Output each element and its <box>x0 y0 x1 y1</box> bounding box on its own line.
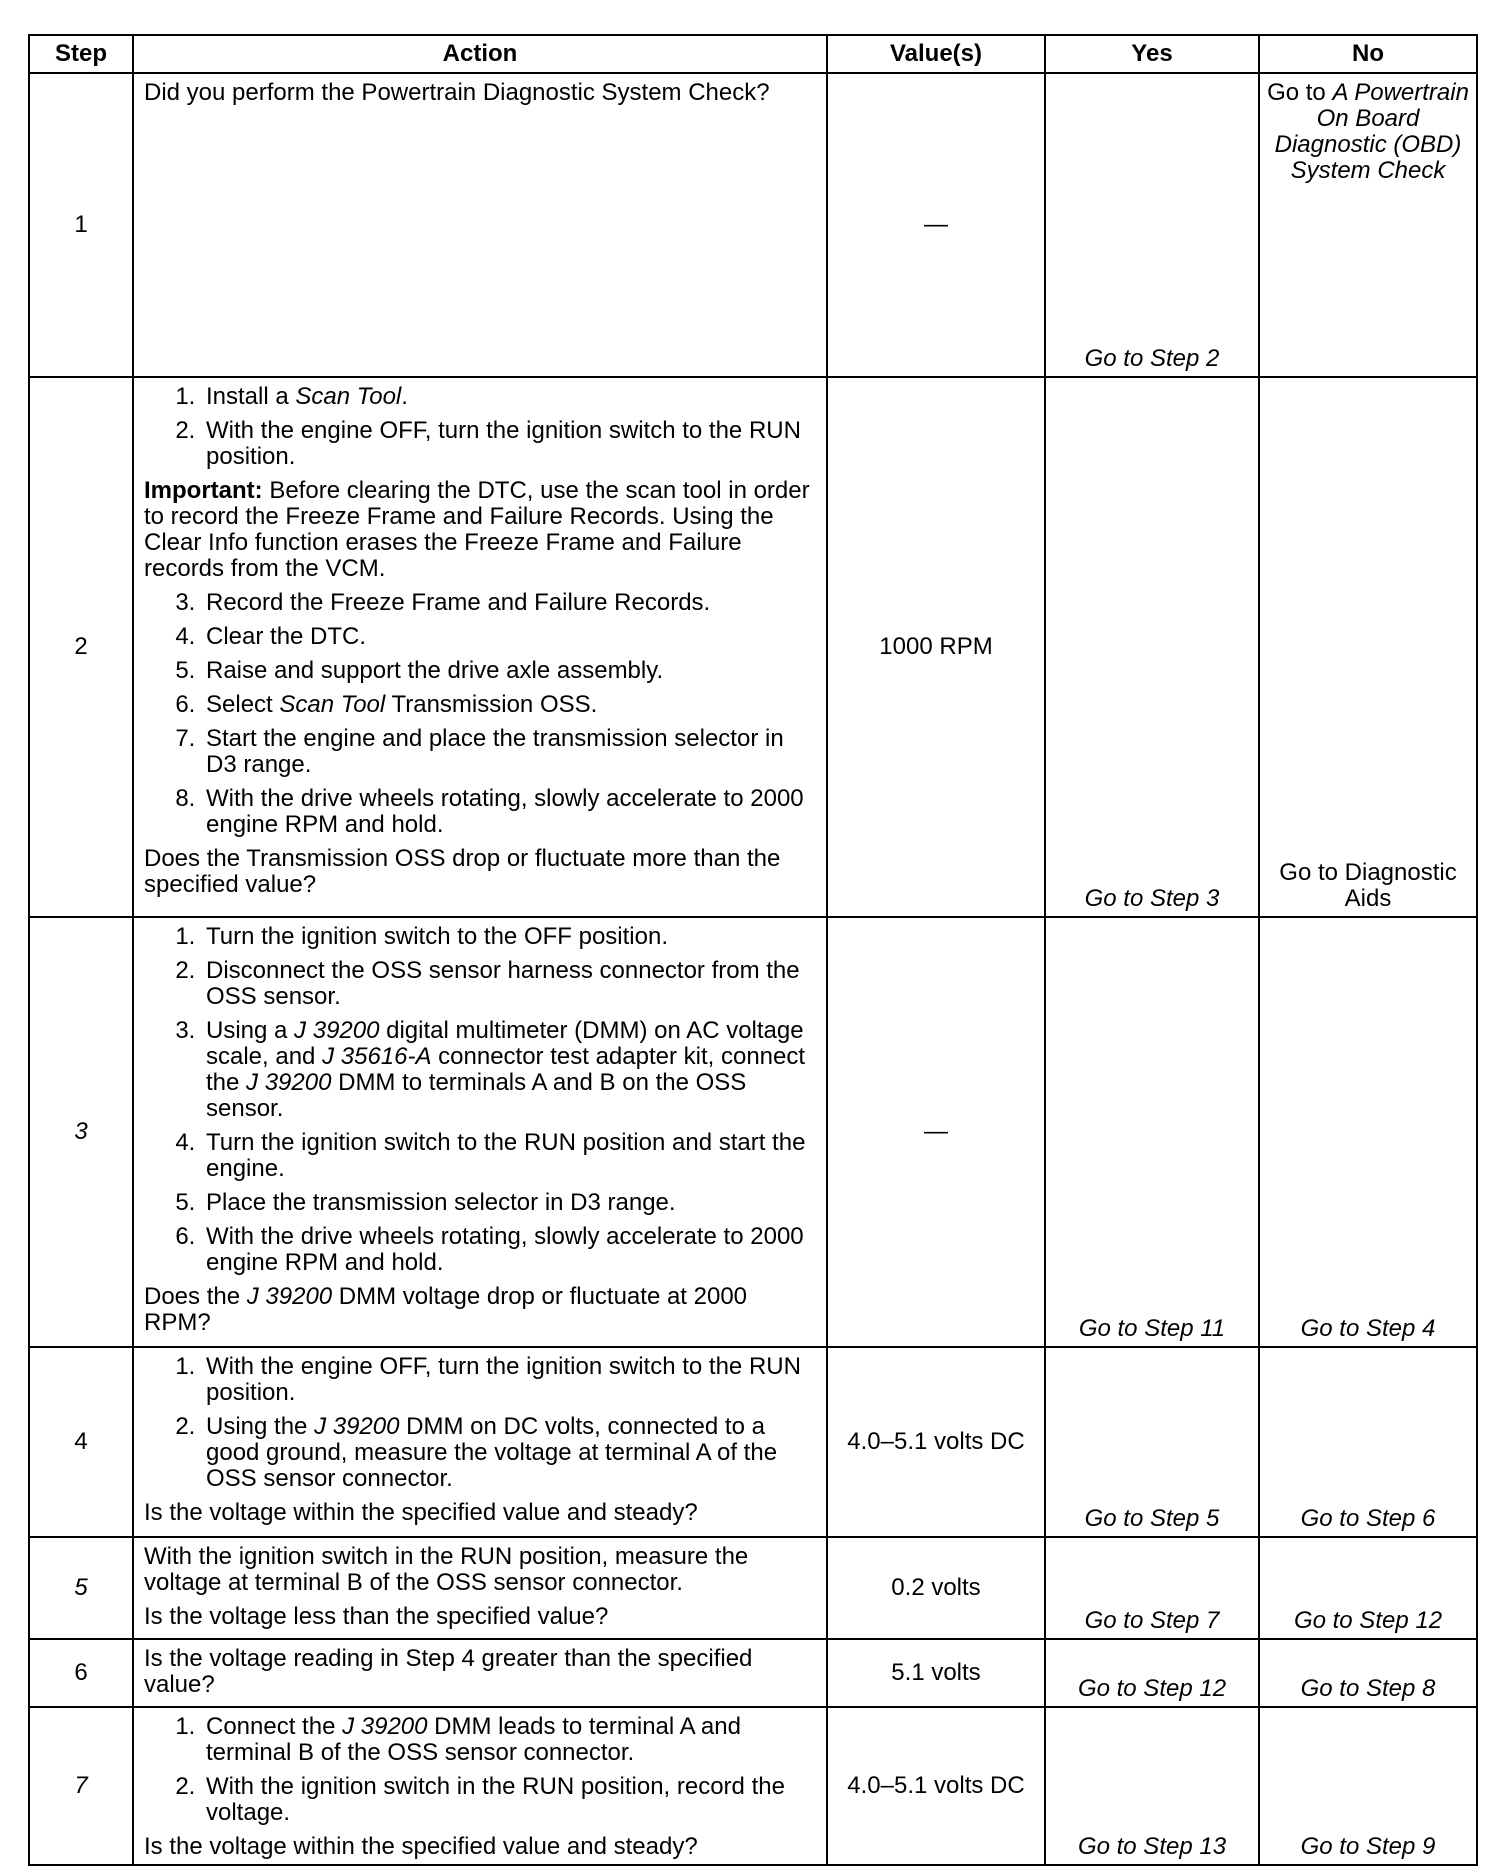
no-link[interactable] <box>1267 79 1469 184</box>
question-text: Does the Transmission OSS drop or fluctuate more than the specified value? <box>144 845 781 898</box>
value-cell: 4.0–5.1 volts DC <box>827 1707 1045 1865</box>
question-text: Is the voltage within the specified value and steady? <box>144 1833 698 1860</box>
instruction-list <box>144 590 818 838</box>
list-item: 2. With the engine OFF, turn the ignition switch to the RUN position. <box>202 418 818 470</box>
list-item: 1. With the engine OFF, turn the ignition switch to the RUN position. <box>202 1354 818 1406</box>
yes-cell <box>1045 917 1259 1347</box>
no-link[interactable]: Go to Step 12 <box>1293 1607 1443 1634</box>
header-action: Action <box>133 35 827 73</box>
instruction-list <box>144 1714 818 1826</box>
table-row-step-4 <box>29 1347 1477 1537</box>
no-link[interactable]: Go to Diagnostic Aids <box>1279 859 1457 912</box>
instruction-text: With the ignition switch in the RUN position, measure the voltage at terminal B of the OSS sensor connector. <box>144 1543 749 1596</box>
diagnostic-table <box>28 34 1478 1866</box>
list-item: 4. Clear the DTC. <box>202 624 818 650</box>
value-cell: — <box>827 917 1045 1347</box>
list-item: 3. Using a J 39200 digital multimeter (DMM) on AC voltage scale, and J 35616-A connector test adapter kit, connect the J 39200 DMM to terminals A and B on the OSS sensor. <box>202 1018 818 1122</box>
question-text: Is the voltage within the specified value and steady? <box>144 1499 698 1526</box>
list-item: 5. Place the transmission selector in D3 range. <box>202 1190 818 1216</box>
no-cell <box>1259 917 1477 1347</box>
list-item: 1. Install a Scan Tool. <box>202 384 818 410</box>
no-link-prefix: Go to <box>1267 79 1333 106</box>
header-values: Value(s) <box>827 35 1045 73</box>
step-number: 1 <box>29 73 133 377</box>
value-cell: 4.0–5.1 volts DC <box>827 1347 1045 1537</box>
yes-cell <box>1045 377 1259 917</box>
no-cell <box>1259 1707 1477 1865</box>
list-item: 2. Using the J 39200 DMM on DC volts, connected to a good ground, measure the voltage at terminal A of the OSS sensor connector. <box>202 1414 818 1492</box>
value-cell: — <box>827 73 1045 377</box>
yes-link[interactable]: Go to Step 11 <box>1078 1315 1226 1342</box>
list-item: 8. With the drive wheels rotating, slowly accelerate to 2000 engine RPM and hold. <box>202 786 818 838</box>
header-step: Step <box>29 35 133 73</box>
no-cell <box>1259 73 1477 377</box>
no-cell <box>1259 1639 1477 1707</box>
no-link[interactable]: Go to Step 8 <box>1300 1675 1436 1702</box>
action-cell <box>133 1707 827 1865</box>
question-text: Is the voltage reading in Step 4 greater than the specified value? <box>144 1645 753 1698</box>
table-row-step-6 <box>29 1639 1477 1707</box>
no-cell <box>1259 377 1477 917</box>
no-link[interactable]: Go to Step 4 <box>1300 1315 1436 1342</box>
value-cell: 0.2 volts <box>827 1537 1045 1639</box>
yes-cell <box>1045 1537 1259 1639</box>
no-cell <box>1259 1537 1477 1639</box>
header-row <box>29 35 1477 73</box>
step-number: 7 <box>29 1707 133 1865</box>
list-item: 6. With the drive wheels rotating, slowly accelerate to 2000 engine RPM and hold. <box>202 1224 818 1276</box>
yes-link[interactable]: Go to Step 13 <box>1077 1833 1227 1860</box>
yes-cell <box>1045 1347 1259 1537</box>
important-note <box>144 478 818 582</box>
yes-cell <box>1045 73 1259 377</box>
list-item: 1. Connect the J 39200 DMM leads to terminal A and terminal B of the OSS sensor connector. <box>202 1714 818 1766</box>
value-cell: 1000 RPM <box>827 377 1045 917</box>
action-cell <box>133 1347 827 1537</box>
table-row-step-7 <box>29 1707 1477 1865</box>
no-cell <box>1259 1347 1477 1537</box>
question-text: Does the J 39200 DMM voltage drop or fluctuate at 2000 RPM? <box>144 1283 748 1336</box>
table-row-step-2 <box>29 377 1477 917</box>
header-no: No <box>1259 35 1477 73</box>
action-cell <box>133 1537 827 1639</box>
yes-link[interactable]: Go to Step 7 <box>1084 1607 1220 1634</box>
header-yes: Yes <box>1045 35 1259 73</box>
action-cell <box>133 377 827 917</box>
list-item: 4. Turn the ignition switch to the RUN position and start the engine. <box>202 1130 818 1182</box>
step-number: 3 <box>29 917 133 1347</box>
list-item: 2. With the ignition switch in the RUN position, record the voltage. <box>202 1774 818 1826</box>
table-row-step-5 <box>29 1537 1477 1639</box>
no-link-reference: A Powertrain On Board Diagnostic (OBD) System Check <box>1274 79 1469 184</box>
step-number: 5 <box>29 1537 133 1639</box>
important-label: Important: <box>144 477 263 504</box>
yes-link[interactable]: Go to Step 2 <box>1084 345 1220 372</box>
list-item: 3. Record the Freeze Frame and Failure Records. <box>202 590 818 616</box>
list-item: 5. Raise and support the drive axle assembly. <box>202 658 818 684</box>
step-number: 4 <box>29 1347 133 1537</box>
yes-link[interactable]: Go to Step 12 <box>1077 1675 1227 1702</box>
list-item: 1. Turn the ignition switch to the OFF position. <box>202 924 818 950</box>
list-item: 2. Disconnect the OSS sensor harness connector from the OSS sensor. <box>202 958 818 1010</box>
instruction-list <box>144 1354 818 1492</box>
action-cell <box>133 73 827 377</box>
table-row-step-3 <box>29 917 1477 1347</box>
no-link[interactable]: Go to Step 9 <box>1300 1833 1436 1860</box>
question-text: Is the voltage less than the specified value? <box>144 1603 609 1630</box>
value-cell: 5.1 volts <box>827 1639 1045 1707</box>
action-cell <box>133 1639 827 1707</box>
yes-link[interactable]: Go to Step 3 <box>1084 885 1220 912</box>
list-item: 7. Start the engine and place the transmission selector in D3 range. <box>202 726 818 778</box>
no-link[interactable]: Go to Step 6 <box>1300 1505 1436 1532</box>
step-number: 6 <box>29 1639 133 1707</box>
yes-cell <box>1045 1639 1259 1707</box>
yes-link[interactable]: Go to Step 5 <box>1084 1505 1220 1532</box>
question-text: Did you perform the Powertrain Diagnostic System Check? <box>144 79 770 106</box>
list-item: 6. Select Scan Tool Transmission OSS. <box>202 692 818 718</box>
table-row-step-1 <box>29 73 1477 377</box>
step-number: 2 <box>29 377 133 917</box>
action-cell <box>133 917 827 1347</box>
instruction-list <box>144 924 818 1276</box>
important-text: Before clearing the DTC, use the scan tool in order to record the Freeze Frame and Failure Records. Using the Clear Info function erases the Freeze Frame and Failure records from the VCM. <box>144 477 810 582</box>
instruction-list <box>144 384 818 470</box>
yes-cell <box>1045 1707 1259 1865</box>
